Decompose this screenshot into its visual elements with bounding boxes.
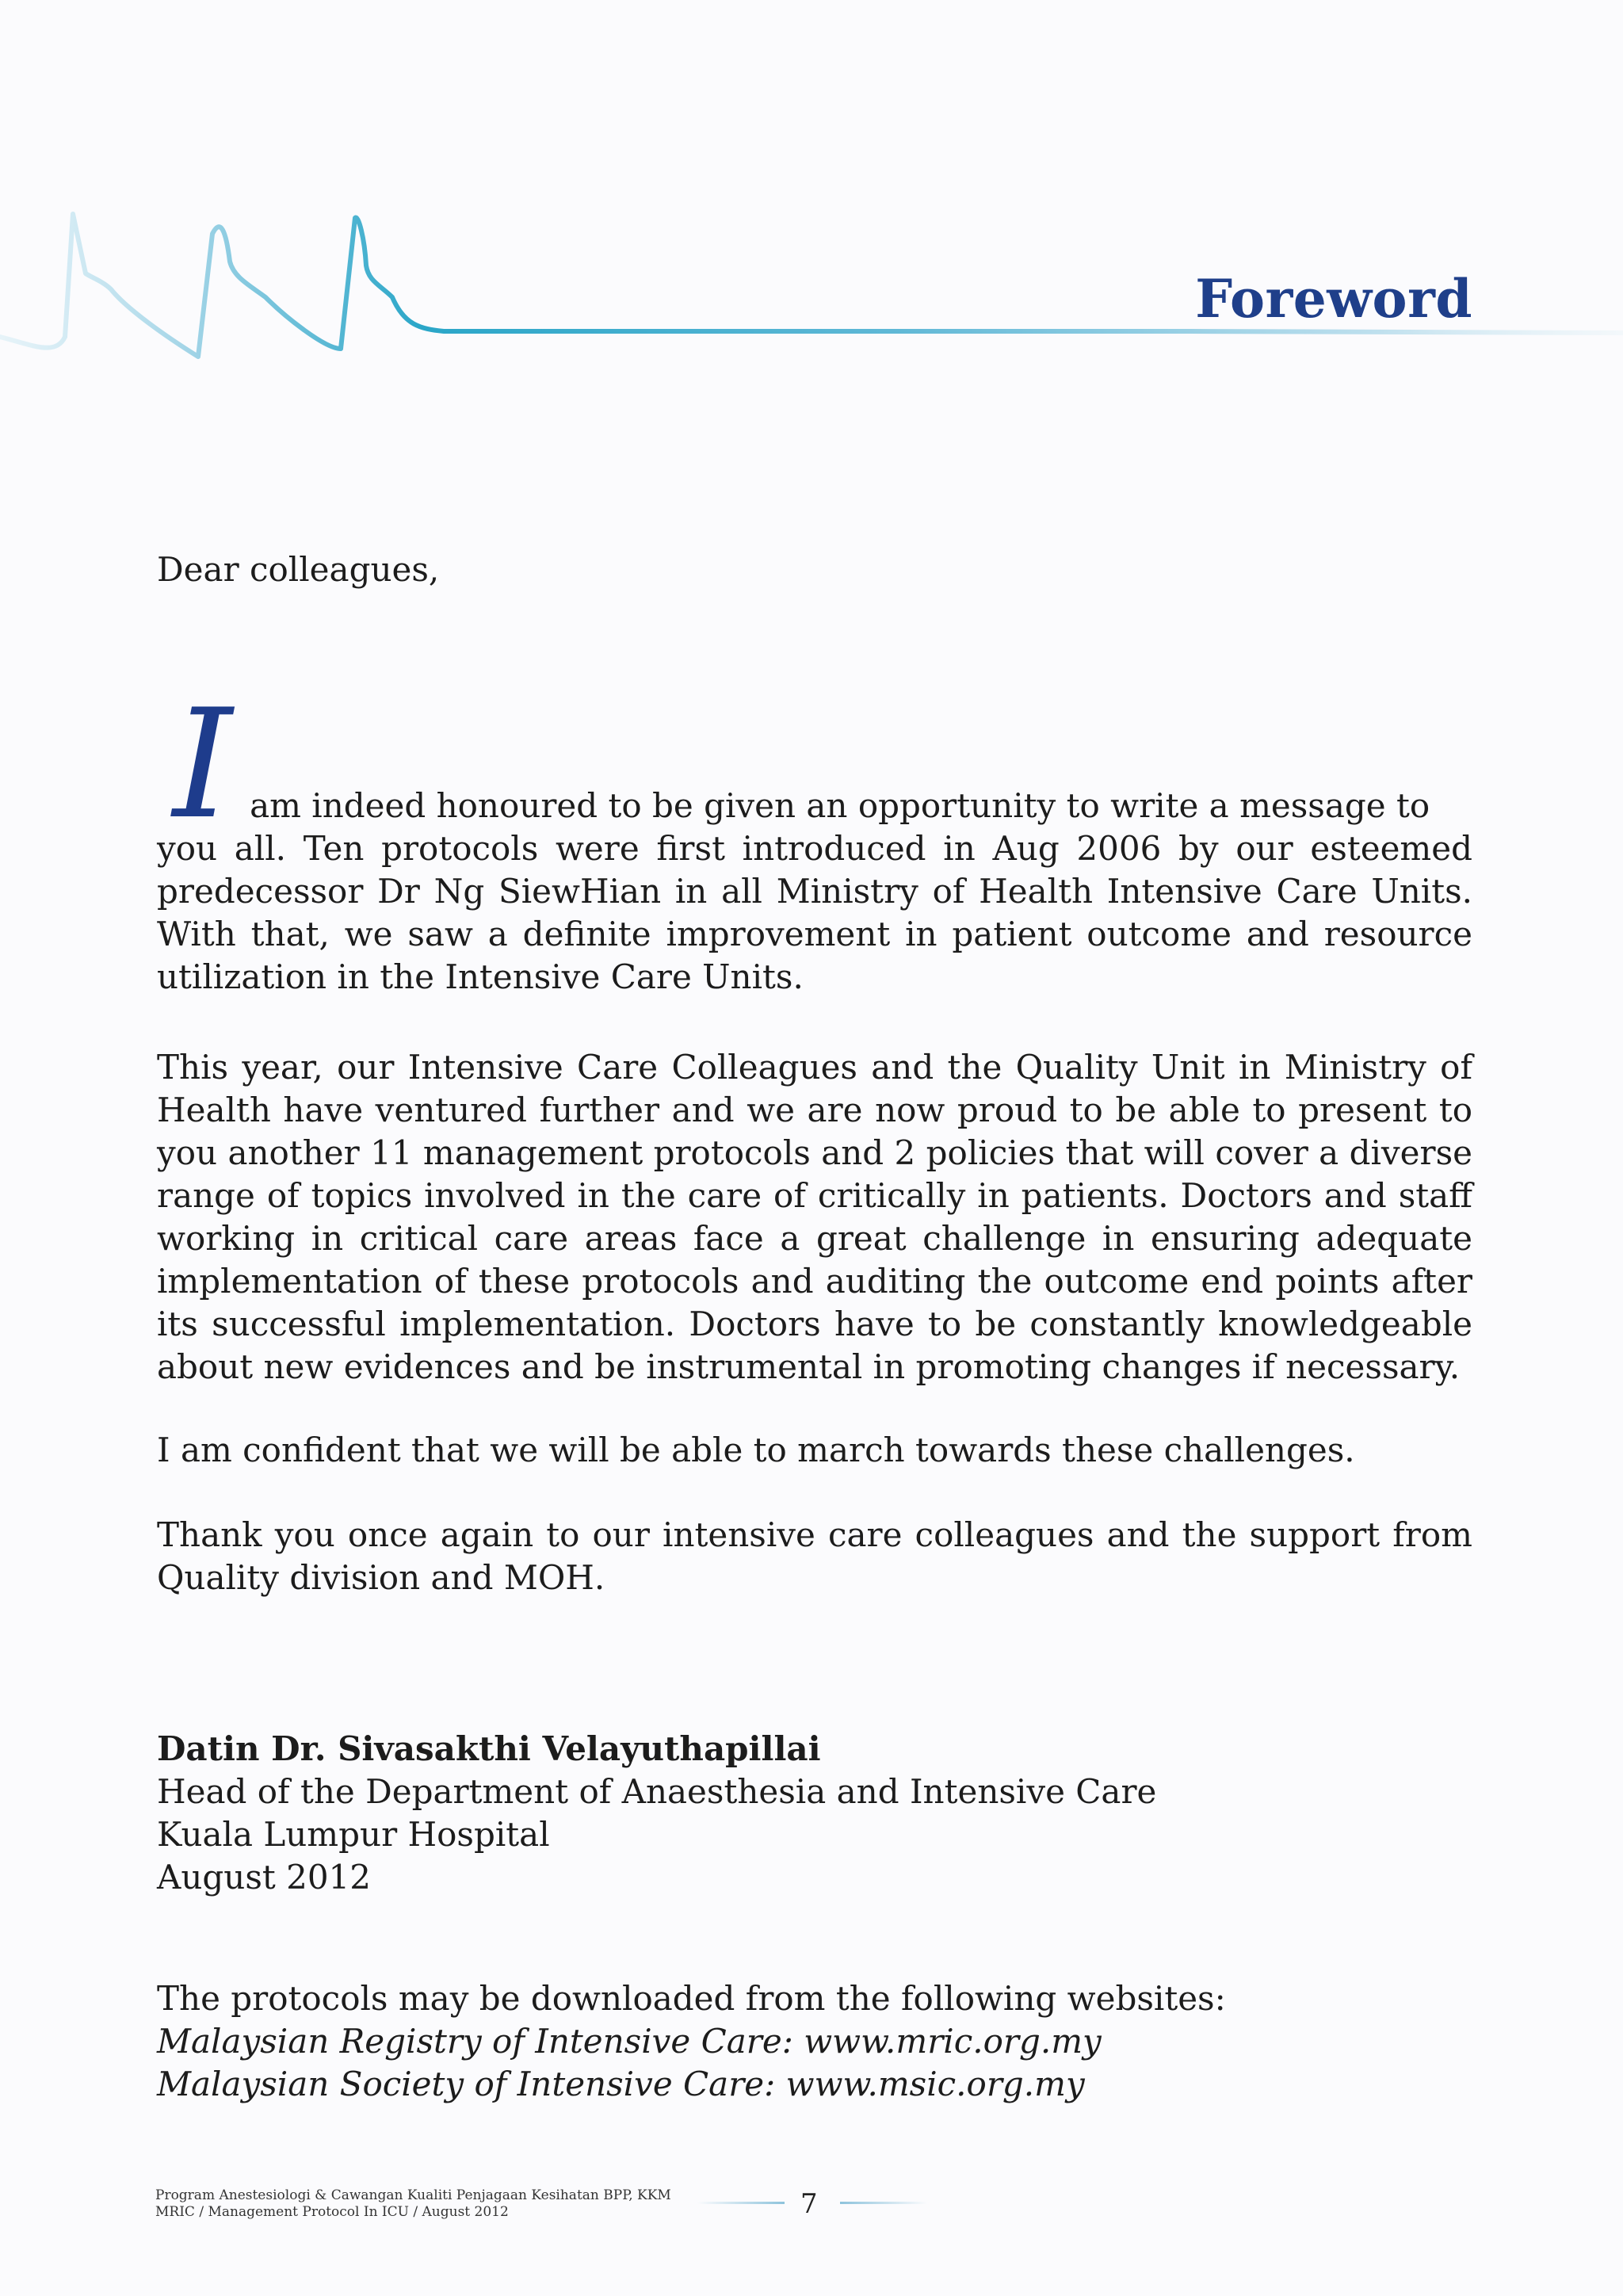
footer-rule-right bbox=[840, 2202, 927, 2204]
footer-rule-left bbox=[697, 2202, 785, 2204]
page-number: 7 bbox=[800, 2188, 818, 2220]
website-msic: Malaysian Society of Intensive Care: www.msic.org.my bbox=[157, 2065, 1085, 2103]
salutation: Dear colleagues, bbox=[157, 550, 440, 589]
signature-block bbox=[157, 1728, 1472, 1899]
signature-date: August 2012 bbox=[157, 1858, 371, 1897]
website-mric: Malaysian Registry of Intensive Care: www.mric.org.my bbox=[157, 2022, 1102, 2061]
download-intro: The protocols may be downloaded from the following websites: bbox=[157, 1979, 1226, 2018]
paragraph-1-rest: you all. Ten protocols were first introduced in Aug 2006 by our esteemed predecessor Dr Ng SiewHian in all Ministry of Health Intensive Care Units. With that, we saw a definite improvement in patient outcome and resource utilization in the Intensive Care Units. bbox=[157, 829, 1472, 996]
paragraph-1 bbox=[157, 677, 1472, 999]
footer-line-1: Program Anestesiologi & Cawangan Kualiti Penjagaan Kesihatan BPP, KKM bbox=[155, 2187, 671, 2203]
paragraph-3: I am confident that we will be able to march towards these challenges. bbox=[157, 1431, 1355, 1469]
footer-text bbox=[155, 2187, 671, 2221]
download-info bbox=[157, 1977, 1472, 2106]
paragraph-2: This year, our Intensive Care Colleagues and the Quality Unit in Ministry of Health have ventured further and we are now proud to be able to present to you another 11 management protocols and 2 policies that will cover a diverse range of topics involved in the care of critically in patients. Doctors and staff working in critical care areas face a great challenge in ensuring adequate implementation of these protocols and auditing the outcome end points after its successful implementation. Doctors have to be constantly knowledgeable about new evidences and be instrumental in promoting changes if necessary. bbox=[157, 1048, 1472, 1386]
paragraph-4: Thank you once again to our intensive care colleagues and the support from Quality division and MOH. bbox=[157, 1515, 1472, 1597]
drop-cap: I bbox=[173, 677, 233, 852]
paragraph-1-first-line: am indeed honoured to be given an opportunity to write a message to bbox=[250, 786, 1430, 825]
signatory-hospital: Kuala Lumpur Hospital bbox=[157, 1815, 550, 1854]
footer-line-2: MRIC / Management Protocol In ICU / August 2012 bbox=[155, 2204, 509, 2220]
page-title: Foreword bbox=[1195, 268, 1472, 330]
signatory-position: Head of the Department of Anaesthesia and Intensive Care bbox=[157, 1772, 1157, 1811]
signatory-name: Datin Dr. Sivasakthi Velayuthapillai bbox=[157, 1729, 821, 1768]
